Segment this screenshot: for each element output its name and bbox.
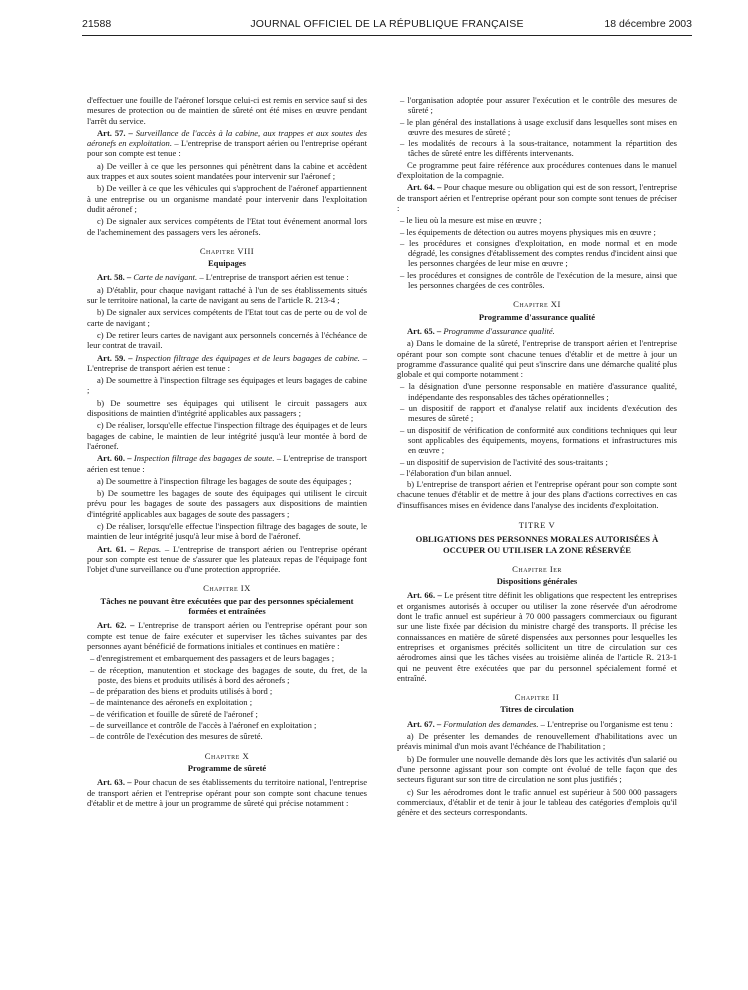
header-rule bbox=[82, 35, 692, 36]
paragraph: c) De retirer leurs cartes de navigant aux personnels concernés à l'échéance de leur contrat de travail. bbox=[87, 329, 367, 351]
paragraph: c) Sur les aérodromes dont le trafic annuel est supérieur à 500 000 passagers commerciaux, d'établir et de tenir à jour le tableau des catégories d'emplois qu'il génère et des secteurs correspondants. bbox=[397, 786, 677, 818]
article-number: Art. 57. – bbox=[97, 127, 133, 138]
article-60 bbox=[87, 453, 367, 474]
chapter-title: Dispositions générales bbox=[496, 576, 578, 587]
article-text: – L'entreprise de transport aérien ou l'entreprise opérant pour son compte est tenue de s'assurer que les plateaux repas de l'équipage font l'objet d'une surveillance ou d'une protection appropriée. bbox=[87, 543, 367, 575]
list-item: – de contrôle de l'exécution des mesures de sûreté. bbox=[90, 731, 263, 742]
article-text: – L'entreprise de transport aérien est tenue : bbox=[87, 453, 367, 474]
article-61 bbox=[87, 544, 367, 575]
chapter-heading: Chapitre II bbox=[514, 692, 560, 703]
page-header bbox=[82, 18, 692, 32]
article-number: Art. 60. – bbox=[97, 453, 132, 464]
article-58 bbox=[87, 272, 367, 282]
list-item: – un dispositif de vérification de conformité aux conditions techniques qui leur sont applicables des équipements, moyens, formations et infrastructures mis en œuvre ; bbox=[400, 424, 677, 456]
article-62 bbox=[87, 620, 367, 651]
article-number: Art. 58. – bbox=[97, 272, 132, 283]
title-heading-text: OBLIGATIONS DES PERSONNES MORALES AUTORISÉES À OCCUPER OU UTILISER LA ZONE RÉSERVÉE bbox=[415, 534, 659, 555]
paragraph: a) De soumettre à l'inspection filtrage ses équipages et leurs bagages de cabine ; bbox=[87, 375, 367, 396]
title-heading: TITRE V bbox=[518, 519, 556, 530]
list-item: – les procédures et consignes de contrôle de l'exécution de la mesure, ainsi que les personnes chargées de ces contrôles. bbox=[400, 269, 677, 291]
article-number: Art. 64. – bbox=[407, 182, 442, 193]
article-text: – L'entreprise ou l'organisme est tenu : bbox=[538, 718, 673, 729]
list-item: – le lieu où la mesure est mise en œuvre ; bbox=[400, 215, 542, 226]
paragraph: d'effectuer une fouille de l'aéronef lorsque celui-ci est remis en service sauf si des mesures de protection ou de maintien de sûreté ont été mises en œuvre pendant l'arrêt du service. bbox=[87, 95, 367, 126]
article-text: Pour chacun de ses établissements du territoire national, l'entreprise de transport aérien et l'entreprise opérant pour son compte sont chacune tenues d'établir et de mettre à jour un programme de sûreté qui précise notamment : bbox=[87, 777, 367, 808]
article-57 bbox=[87, 128, 367, 159]
list-item: – de préparation des biens et produits utilisés à bord ; bbox=[90, 686, 273, 697]
paragraph: c) De réaliser, lorsqu'elle effectue l'inspection filtrage des bagages de soute, le maintien de leur intégrité jusqu'à leur mise à bord de l'aéronef. bbox=[87, 520, 367, 542]
list-item: – d'enregistrement et embarquement des passagers et de leurs bagages ; bbox=[90, 653, 335, 664]
article-title: Inspection filtrage des équipages et de leurs bagages de cabine. bbox=[135, 352, 360, 363]
list-item: – le plan général des installations à usage exclusif dans lesquelles sont mises en œuvre des mesures de sûreté ; bbox=[400, 116, 677, 137]
paragraph: b) De soumettre les bagages de soute des équipages qui utilisent le circuit prévu pour les bagages de soute des passagers aux dispositions de maintien d'intégrité applicables aux bagages de soute des passagers ; bbox=[87, 488, 367, 519]
list-item: – un dispositif de rapport et d'analyse relatif aux incidents d'exécution des mesures de sûreté ; bbox=[400, 403, 677, 424]
paragraph: b) De signaler aux services compétents de l'Etat tout cas de perte ou de vol de carte de navigant ; bbox=[87, 307, 367, 328]
article-66 bbox=[397, 590, 677, 683]
chapter-title: Programme de sûreté bbox=[187, 762, 267, 773]
list-item: – de surveillance et contrôle de l'accès à l'aéronef en exploitation ; bbox=[90, 720, 317, 731]
paragraph: a) D'établir, pour chaque navigant rattaché à l'un de ses établissements situés sur le territoire national, la carte de navigant au sens de l'article R. 213-4 ; bbox=[87, 284, 367, 306]
article-text: – L'entreprise de transport aérien ou l'entreprise opérant pour son compte est tenue : bbox=[87, 138, 367, 159]
list-item: – de réception, manutention et stockage des bagages de soute, du fret, de la poste, des biens et produits utilisés à bord des aéronefs ; bbox=[90, 664, 367, 685]
article-63 bbox=[87, 777, 367, 808]
paragraph: a) Dans le domaine de la sûreté, l'entreprise de transport aérien et l'entreprise opérant pour son compte sont chacune tenues d'établir et de mettre à jour un programme d'assurance qualité qui peut s'inscrire dans une démarche qualité plus globale et qui comporte notamment : bbox=[397, 338, 677, 380]
article-number: Art. 67. – bbox=[407, 718, 442, 729]
paragraph: b) L'entreprise de transport aérien et l'entreprise opérant pour son compte sont chacune tenues d'établir et de mettre à jour des plans d'actions correctives en cas d'insuffisances mises en évidence dans l'analyse des incidents d'exploitation. bbox=[397, 479, 677, 510]
article-text: – L'entreprise de transport aérien est tenue : bbox=[197, 272, 349, 283]
paragraph: c) De signaler aux services compétents de l'Etat tout événement anormal lors de l'acheminement des passagers vers les aéronefs. bbox=[87, 216, 367, 237]
article-64 bbox=[397, 182, 677, 213]
chapter-title: Tâches ne pouvant être exécutées que par des personnes spécialement formées et entraînées bbox=[100, 595, 354, 617]
right-column bbox=[397, 95, 677, 819]
article-59 bbox=[87, 353, 367, 374]
article-title: Inspection filtrage des bagages de soute. bbox=[133, 453, 275, 464]
chapter-heading: Chapitre X bbox=[204, 750, 250, 761]
list-item: – les modalités de recours à la sous-traitance, notamment la répartition des tâches de sûreté entre les différents intervenants. bbox=[400, 138, 677, 159]
list-item: – de maintenance des aéronefs en exploitation ; bbox=[90, 697, 253, 708]
article-number: Art. 59. – bbox=[97, 352, 133, 363]
list-item: – les procédures et consignes d'exploitation, en mode normal et en mode dégradé, les consignes d'établissement des comptes rendus d'incident ainsi que les personnes chargées de leur mise en œuvre ; bbox=[400, 237, 677, 269]
list-item: – l'organisation adoptée pour assurer l'exécution et le contrôle des mesures de sûreté ; bbox=[400, 95, 677, 116]
paragraph: a) De présenter les demandes de renouvellement d'habilitations avec un préavis minimal d'un mois avant l'échéance de l'habilitation ; bbox=[397, 731, 677, 752]
paragraph: a) De veiller à ce que les personnes qui pénètrent dans la cabine et accèdent aux trappes et aux soutes soient mandatées pour intervenir sur l'aéronef ; bbox=[87, 160, 367, 182]
chapter-heading: Chapitre XI bbox=[513, 299, 561, 310]
article-number: Art. 63. – bbox=[97, 777, 132, 788]
paragraph: b) De formuler une nouvelle demande dès lors que les activités d'un salarié ou d'une personne agissant pour son compte ont évolué de telle façon que des secteurs figurant sur son titre de circulation ne sont plus justifiés ; bbox=[397, 753, 677, 785]
paragraph: b) De soumettre ses équipages qui utilisent le circuit passagers aux dispositions de maintien d'intégrité applicables aux passagers ; bbox=[87, 397, 367, 419]
article-text: L'entreprise de transport aérien ou l'entreprise opérant pour son compte est tenue de faire exécuter et superviser les tâches suivantes par des personnes ayant bénéficié de formations initiales et continues en matière : bbox=[87, 620, 367, 651]
paragraph: b) De veiller à ce que les véhicules qui s'approchent de l'aéronef appartiennent à une entreprise ou un organisme mandaté pour intervenir dans l'exploitation dudit aéronef ; bbox=[87, 183, 367, 214]
chapter-heading: Chapitre IX bbox=[203, 583, 251, 594]
page-number: 21588 bbox=[82, 18, 112, 30]
article-title: Programme d'assurance qualité. bbox=[443, 325, 555, 336]
list-item: – de vérification et fouille de sûreté de l'aéronef ; bbox=[90, 708, 258, 719]
publication-date: 18 décembre 2003 bbox=[604, 18, 692, 30]
chapter-heading: Chapitre VIII bbox=[199, 245, 255, 256]
chapter-title: Titres de circulation bbox=[500, 704, 574, 715]
list-item: – la désignation d'une personne responsable en matière d'assurance qualité, indépendante des responsables des tâches opérationnelles ; bbox=[400, 381, 677, 402]
paragraph: Ce programme peut faire référence aux procédures contenues dans le manuel d'exploitation de la compagnie. bbox=[397, 159, 677, 181]
article-number: Art. 65. – bbox=[407, 325, 442, 336]
article-title: Formulation des demandes. bbox=[443, 718, 539, 729]
chapter-title: Equipages bbox=[207, 258, 246, 269]
article-title: Repas. bbox=[138, 543, 162, 554]
article-number: Art. 61. – bbox=[97, 543, 135, 554]
article-title: Carte de navigant. bbox=[133, 272, 198, 283]
article-text: Pour chaque mesure ou obligation qui est de son ressort, l'entreprise de transport aérien et l'entreprise opérant pour son compte sont tenues de préciser : bbox=[397, 182, 677, 213]
chapter-heading: Chapitre Ier bbox=[512, 563, 562, 574]
article-67 bbox=[397, 719, 677, 729]
list-item: – les équipements de détection ou autres moyens physiques mis en œuvre ; bbox=[400, 226, 656, 237]
list-item: – un dispositif de supervision de l'activité des sous-traitants ; bbox=[400, 456, 608, 467]
article-text: – L'entreprise de transport aérien est tenue : bbox=[87, 352, 367, 373]
list-item: – l'élaboration d'un bilan annuel. bbox=[400, 467, 512, 478]
left-column bbox=[87, 95, 367, 810]
article-number: Art. 66. – bbox=[407, 590, 442, 601]
journal-title: JOURNAL OFFICIEL DE LA RÉPUBLIQUE FRANÇAISE bbox=[250, 18, 524, 30]
article-65 bbox=[397, 326, 677, 336]
chapter-title: Programme d'assurance qualité bbox=[478, 311, 596, 322]
paragraph: c) De réaliser, lorsqu'elle effectue l'inspection filtrage des équipages et de leurs bagages de cabine, le maintien de leur intégrité jusqu'à leur montée à bord de l'aéronef. bbox=[87, 420, 367, 451]
article-text: Le présent titre définit les obligations que respectent les entreprises et organismes autorisés à occuper ou utiliser la zone réservée d'un aérodrome dont le trafic annuel est supérieur à 70 000 passagers commerciaux ou figurant sur une liste fixée par décision du ministre chargé des transports. Il précise les connaissances en matière de sûreté dispensées aux personnes pour lesquelles les entreprises et organismes précités sollicitent un titre de circulation sur ces aérodromes ainsi que les tâches visées au troisième alinéa de l'article R. 213-1 qui ne peuvent être exécutées que par du personnel spécialement formé et entraîné. bbox=[397, 590, 677, 683]
paragraph: a) De soumettre à l'inspection filtrage les bagages de soute des équipages ; bbox=[97, 475, 352, 486]
article-title: Surveillance de l'accès à la cabine, aux trappes et aux soutes des aéronefs en exploitation. bbox=[87, 127, 368, 149]
article-number: Art. 62. – bbox=[97, 620, 135, 631]
